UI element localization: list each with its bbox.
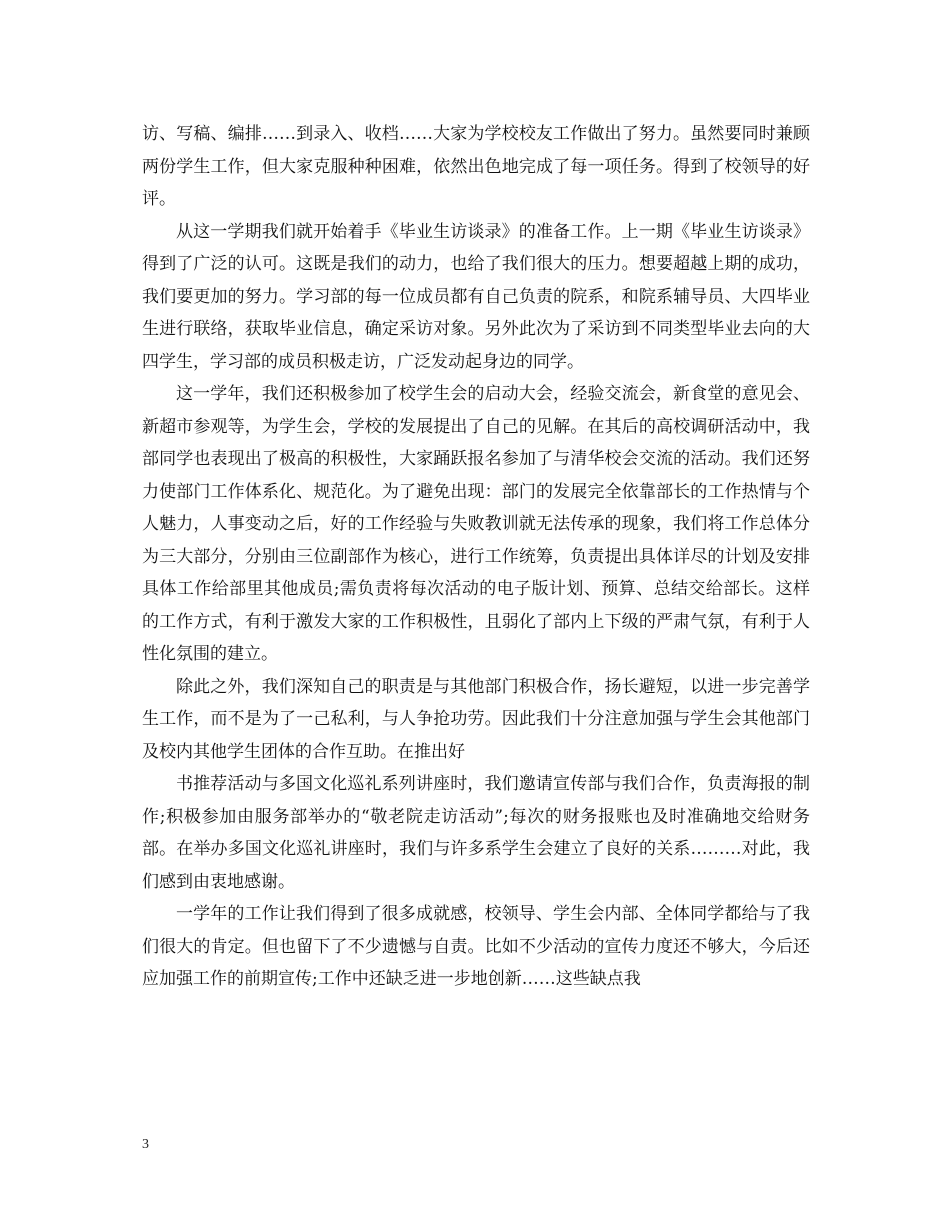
paragraph-4: 除此之外，我们深知自己的职责是与其他部门积极合作，扬长避短，以进一步完善学生工作，而不是为了一己私利，与人争抢功劳。因此我们十分注意加强与学生会其他部门及校内其他学生团体的合作互助。在推出好 <box>142 676 810 762</box>
paragraph-3: 这一学年，我们还积极参加了校学生会的启动大会，经验交流会，新食堂的意见会、新超市参观等，为学生会，学校的发展提出了自己的见解。在其后的高校调研活动中，我部同学也表现出了极高的积极性，大家踊跃报名参加了与清华校会交流的活动。我们还努力使部门工作体系化、规范化。为了避免出现：部门的发展完全依靠部长的工作热情与个人魅力，人事变动之后，好的工作经验与失败教训就无法传承的现象，我们将工作总体分为三大部分，分别由三位副部作为核心，进行工作统筹，负责提出具体详尽的计划及安排具体工作给部里其他成员;需负责将每次活动的电子版计划、预算、总结交给部长。这样的工作方式，有利于激发大家的工作积极性，且弱化了部内上下级的严肃气氛，有利于人性化氛围的建立。 <box>142 384 810 664</box>
paragraph-1: 访、写稿、编排……到录入、收档……大家为学校校友工作做出了努力。虽然要同时兼顾两份学生工作，但大家克服种种困难，依然出色地完成了每一项任务。得到了校领导的好评。 <box>142 124 810 209</box>
document-body <box>142 118 810 996</box>
paragraph-5: 书推荐活动与多国文化巡礼系列讲座时，我们邀请宣传部与我们合作，负责海报的制作;积极参加由服务部举办的“敬老院走访活动”;每次的财务报账也及时准确地交给财务部。在举办多国文化巡礼讲座时，我们与许多系学生会建立了良好的关系………对此，我们感到由衷地感谢。 <box>142 774 810 892</box>
paragraph-6: 一学年的工作让我们得到了很多成就感，校领导、学生会内部、全体同学都给与了我们很大的肯定。但也留下了不少遗憾与自责。比如不少活动的宣传力度还不够大，今后还应加强工作的前期宣传;工作中还缺乏进一步地创新……这些缺点我 <box>142 904 810 989</box>
page-number: 3 <box>142 1137 149 1152</box>
paragraph-2: 从这一学期我们就开始着手《毕业生访谈录》的准备工作。上一期《毕业生访谈录》得到了广泛的认可。这既是我们的动力，也给了我们很大的压力。想要超越上期的成功，我们要更加的努力。学习部的每一位成员都有自己负责的院系，和院系辅导员、大四毕业生进行联络，获取毕业信息，确定采访对象。另外此次为了采访到不同类型毕业去向的大四学生，学习部的成员积极走访，广泛发动起身边的同学。 <box>142 221 810 372</box>
